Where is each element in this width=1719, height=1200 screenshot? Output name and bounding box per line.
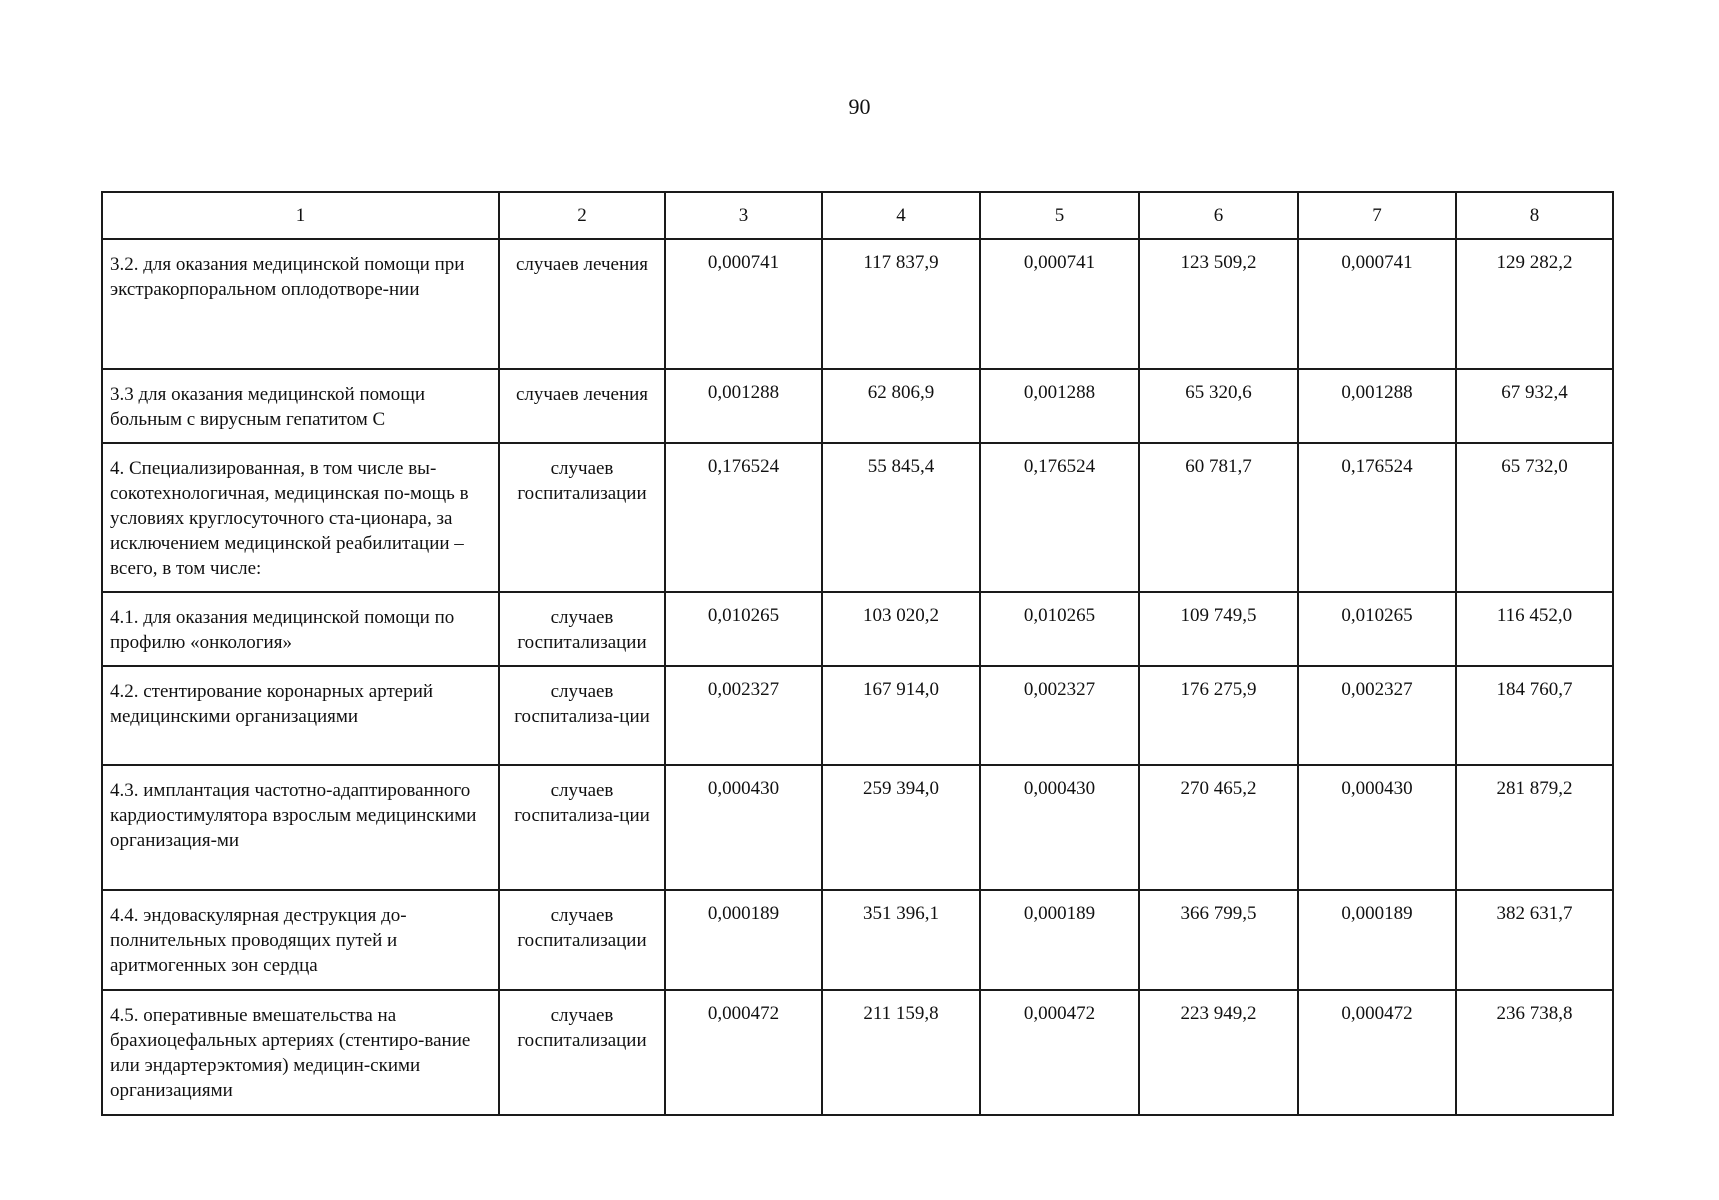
row-unit: случаев госпитализации — [499, 443, 665, 592]
table-row — [102, 890, 1613, 990]
value-cell: 109 749,5 — [1139, 592, 1298, 666]
value-cell: 0,002327 — [980, 666, 1139, 765]
value-cell: 116 452,0 — [1456, 592, 1613, 666]
value-cell: 366 799,5 — [1139, 890, 1298, 990]
value-cell: 55 845,4 — [822, 443, 980, 592]
value-cell: 129 282,2 — [1456, 239, 1613, 369]
value-cell: 0,176524 — [980, 443, 1139, 592]
value-cell: 0,000430 — [980, 765, 1139, 890]
row-label: 4.3. имплантация частотно-адаптированного кардиостимулятора взрослым медицинскими организация-ми — [102, 765, 499, 890]
value-cell: 382 631,7 — [1456, 890, 1613, 990]
value-cell: 0,010265 — [665, 592, 822, 666]
value-cell: 103 020,2 — [822, 592, 980, 666]
value-cell: 270 465,2 — [1139, 765, 1298, 890]
value-cell: 184 760,7 — [1456, 666, 1613, 765]
value-cell: 0,002327 — [1298, 666, 1456, 765]
value-cell: 0,000472 — [980, 990, 1139, 1115]
value-cell: 351 396,1 — [822, 890, 980, 990]
value-cell: 0,000472 — [665, 990, 822, 1115]
row-unit: случаев госпитализации — [499, 990, 665, 1115]
value-cell: 259 394,0 — [822, 765, 980, 890]
header-cell: 2 — [499, 192, 665, 239]
table-row — [102, 765, 1613, 890]
table-row — [102, 239, 1613, 369]
value-cell: 281 879,2 — [1456, 765, 1613, 890]
value-cell: 167 914,0 — [822, 666, 980, 765]
value-cell: 60 781,7 — [1139, 443, 1298, 592]
header-cell: 5 — [980, 192, 1139, 239]
value-cell: 176 275,9 — [1139, 666, 1298, 765]
header-cell: 8 — [1456, 192, 1613, 239]
value-cell: 0,000741 — [980, 239, 1139, 369]
value-cell: 0,176524 — [1298, 443, 1456, 592]
value-cell: 117 837,9 — [822, 239, 980, 369]
table-row — [102, 443, 1613, 592]
header-cell: 4 — [822, 192, 980, 239]
value-cell: 0,001288 — [665, 369, 822, 443]
data-table — [101, 191, 1614, 1116]
row-label: 4.5. оперативные вмешательства на брахиоцефальных артериях (стентиро-вание или эндартерэктомия) медицин-скими организациями — [102, 990, 499, 1115]
table-row — [102, 666, 1613, 765]
value-cell: 0,000430 — [665, 765, 822, 890]
row-unit: случаев госпитализации — [499, 592, 665, 666]
value-cell: 0,000189 — [665, 890, 822, 990]
header-row — [102, 192, 1613, 239]
value-cell: 0,000472 — [1298, 990, 1456, 1115]
value-cell: 0,001288 — [980, 369, 1139, 443]
value-cell: 0,176524 — [665, 443, 822, 592]
value-cell: 0,000189 — [980, 890, 1139, 990]
table-row — [102, 592, 1613, 666]
header-cell: 3 — [665, 192, 822, 239]
value-cell: 65 732,0 — [1456, 443, 1613, 592]
table-row — [102, 990, 1613, 1115]
row-unit: случаев лечения — [499, 239, 665, 369]
value-cell: 211 159,8 — [822, 990, 980, 1115]
row-label: 4.4. эндоваскулярная деструкция до-полнительных проводящих путей и аритмогенных зон сердца — [102, 890, 499, 990]
header-cell: 1 — [102, 192, 499, 239]
row-label: 3.2. для оказания медицинской помощи при экстракорпоральном оплодотворе-нии — [102, 239, 499, 369]
value-cell: 62 806,9 — [822, 369, 980, 443]
row-label: 3.3 для оказания медицинской помощи больным с вирусным гепатитом С — [102, 369, 499, 443]
value-cell: 67 932,4 — [1456, 369, 1613, 443]
value-cell: 236 738,8 — [1456, 990, 1613, 1115]
value-cell: 0,000430 — [1298, 765, 1456, 890]
row-unit: случаев госпитализа-ции — [499, 666, 665, 765]
row-unit: случаев лечения — [499, 369, 665, 443]
row-unit: случаев госпитализации — [499, 890, 665, 990]
value-cell: 0,000741 — [665, 239, 822, 369]
value-cell: 65 320,6 — [1139, 369, 1298, 443]
row-label: 4. Специализированная, в том числе вы-сокотехнологичная, медицинская по-мощь в условиях круглосуточного ста-ционара, за исключением медицинской реабилитации – всего, в том числе: — [102, 443, 499, 592]
header-cell: 6 — [1139, 192, 1298, 239]
value-cell: 223 949,2 — [1139, 990, 1298, 1115]
value-cell: 0,010265 — [980, 592, 1139, 666]
row-label: 4.1. для оказания медицинской помощи по профилю «онкология» — [102, 592, 499, 666]
row-label: 4.2. стентирование коронарных артерий медицинскими организациями — [102, 666, 499, 765]
row-unit: случаев госпитализа-ции — [499, 765, 665, 890]
page-number: 90 — [848, 94, 871, 119]
table-row — [102, 369, 1613, 443]
value-cell: 0,010265 — [1298, 592, 1456, 666]
value-cell: 123 509,2 — [1139, 239, 1298, 369]
header-cell: 7 — [1298, 192, 1456, 239]
value-cell: 0,000741 — [1298, 239, 1456, 369]
value-cell: 0,002327 — [665, 666, 822, 765]
value-cell: 0,000189 — [1298, 890, 1456, 990]
value-cell: 0,001288 — [1298, 369, 1456, 443]
